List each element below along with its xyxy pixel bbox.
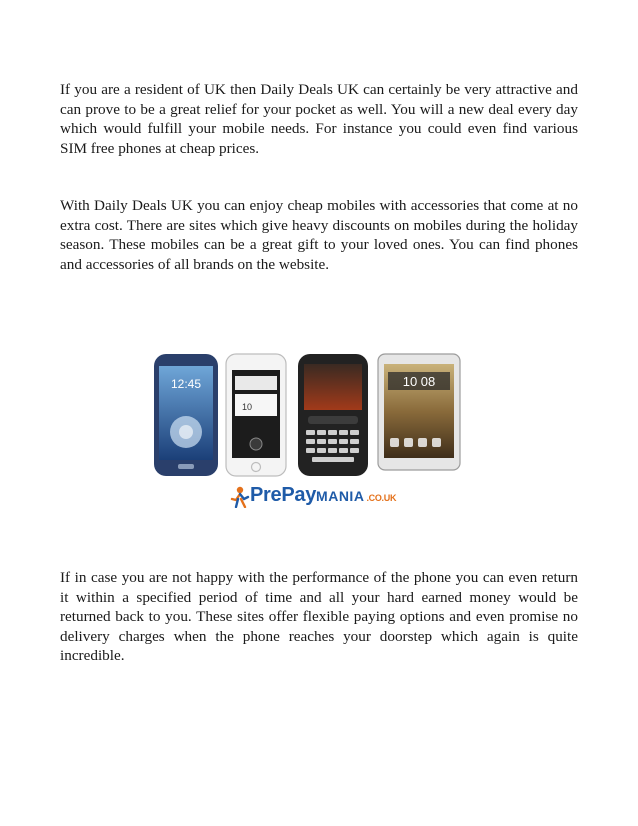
paragraph-cheap-mobiles: With Daily Deals UK you can enjoy cheap mobiles with accessories that come at no extra cost. There are sites which give heavy discounts on mobiles during the holiday season. These mobiles can be a great gift to your loved ones. You can find phones and accessories of all brands on the website. bbox=[60, 197, 578, 273]
logo-domain: .CO.UK bbox=[366, 493, 397, 503]
prepaymania-logo bbox=[230, 484, 397, 510]
phones-illustration bbox=[148, 350, 466, 480]
samsung-phone-icon bbox=[154, 354, 218, 476]
running-figure-icon bbox=[230, 486, 250, 508]
htc-clock-text: 10 08 bbox=[402, 374, 436, 389]
samsung-clock-text: 12:45 bbox=[170, 377, 202, 391]
logo-brand-accent: MANIA bbox=[316, 488, 365, 504]
phones-advert-image bbox=[148, 350, 466, 515]
paragraph-returns-policy: If in case you are not happy with the performance of the phone you can even return it within a specified period of time and all your hard earned money would be returned back to you. These sites offer flexible paying options and even promise no delivery charges when the phone reaches your doorstep which again is quite incredible. bbox=[60, 569, 578, 664]
iphone-icon bbox=[226, 354, 286, 476]
iphone-clock-text: 10 bbox=[242, 402, 253, 412]
paragraph-daily-deals-intro: If you are a resident of UK then Daily Deals UK can certainly be very attractive and can prove to be a great relief for your pocket as well. You will a new deal every day which would fulfill your mobile needs. For instance you could even find various SIM free phones at cheap prices. bbox=[60, 81, 578, 157]
htc-phone-icon bbox=[378, 354, 460, 470]
logo-brand-main: PrePay bbox=[250, 484, 317, 506]
blackberry-phone-icon bbox=[298, 354, 368, 476]
logo-wordmark bbox=[250, 484, 396, 507]
